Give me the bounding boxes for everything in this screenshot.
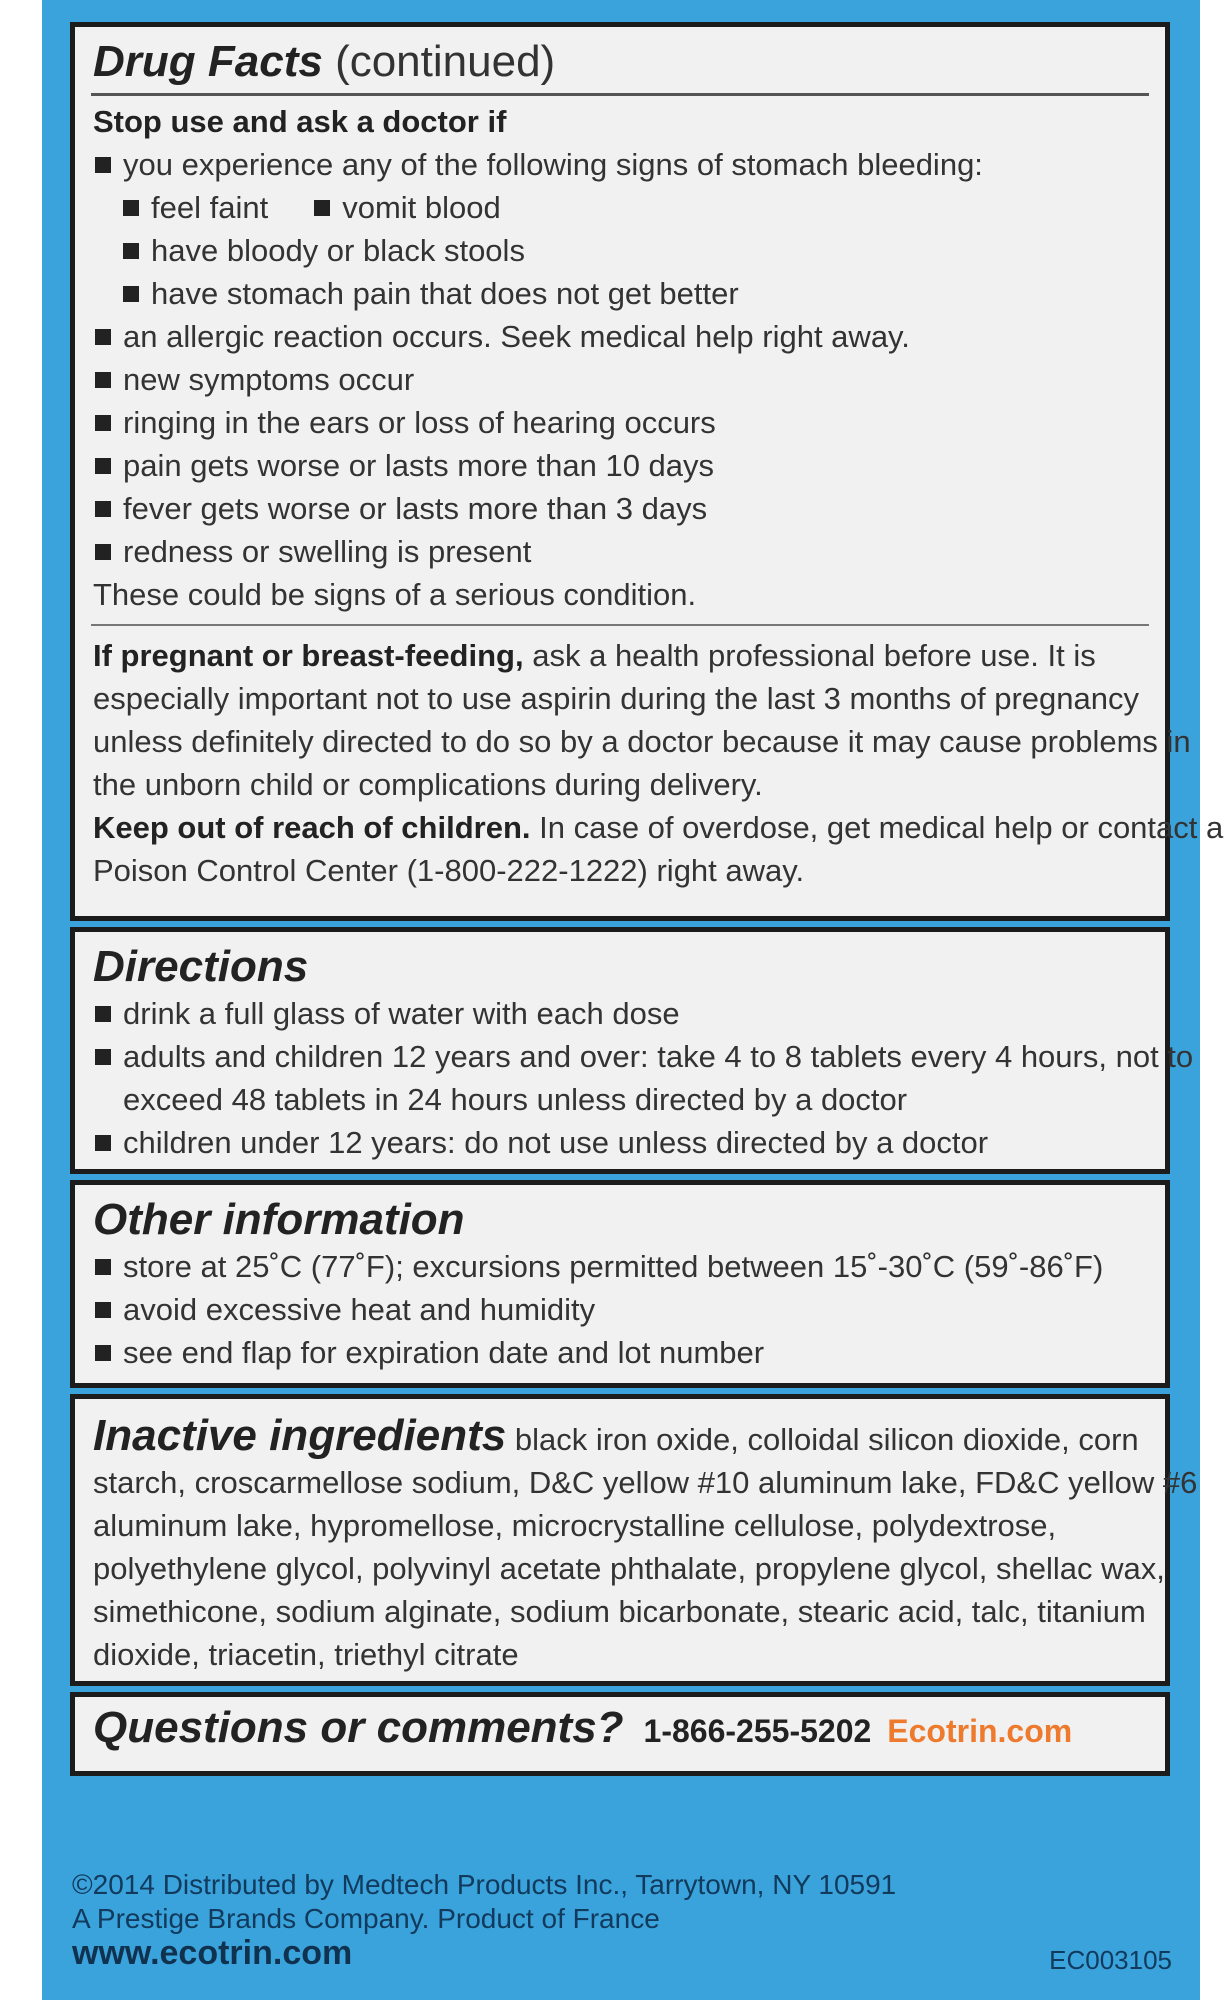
list-item [312, 186, 501, 229]
directions-box [70, 927, 1194, 1174]
bullet-text: pain gets worse or lasts more than 10 days [123, 448, 715, 483]
other-information-box [70, 1180, 1170, 1388]
bullet-text: children under 12 years: do not use unless directed by a doctor [123, 1125, 989, 1160]
bullet-square-icon [123, 200, 139, 216]
list-item [93, 1121, 1147, 1164]
bullet-square-icon [95, 544, 111, 560]
bullet-text: fever gets worse or lasts more than 3 days [123, 491, 708, 526]
stop-use-closing: These could be signs of a serious condition. [93, 577, 697, 612]
bullet-text: you experience any of the following signs of stomach bleeding: [123, 147, 983, 182]
bullet-square-icon [123, 286, 139, 302]
website-link[interactable]: Ecotrin.com [887, 1713, 1073, 1749]
bullet-text: adults and children 12 years and over: take 4 to 8 tablets every 4 hours, not to [123, 1039, 1194, 1074]
bullet-square-icon [95, 1135, 111, 1151]
bullet-square-icon [95, 501, 111, 517]
bullet-text: store at 25˚C (77˚F); excursions permitted between 15˚-30˚C (59˚-86˚F) [123, 1249, 1104, 1284]
list-item [121, 229, 1147, 272]
list-item [121, 186, 268, 229]
product-code: EC003105 [1049, 1945, 1172, 1975]
other-information-list [93, 1245, 1147, 1374]
bullet-square-icon [95, 1302, 111, 1318]
heading-divider [91, 93, 1149, 96]
inactive-line: simethicone, sodium alginate, sodium bicarbonate, stearic acid, talc, titanium [93, 1594, 1146, 1629]
bullet-square-icon [95, 157, 111, 173]
pregnancy-section [93, 634, 1224, 892]
footer-company: A Prestige Brands Company. Product of France [72, 1903, 660, 1934]
bullet-square-icon [123, 243, 139, 259]
list-item [93, 315, 1147, 358]
bullet-text: drink a full glass of water with each dose [123, 996, 680, 1031]
pregnancy-text: ask a health professional before use. It is [532, 638, 1096, 673]
drug-facts-continued: (continued) [335, 37, 556, 86]
inactive-line: aluminum lake, hypromellose, microcrystalline cellulose, polydextrose, [93, 1508, 1057, 1543]
inactive-line: dioxide, triacetin, triethyl citrate [93, 1637, 519, 1672]
list-item [93, 530, 1147, 573]
bullet-square-icon [95, 1259, 111, 1275]
list-item [93, 1245, 1147, 1288]
pregnancy-line: especially important not to use aspirin during the last 3 months of pregnancy [93, 681, 1139, 716]
section-divider [91, 624, 1149, 626]
footer-distributor: ©2014 Distributed by Medtech Products Inc., Tarrytown, NY 10591 [72, 1869, 897, 1900]
list-item [93, 444, 1147, 487]
questions-heading: Questions or comments? [93, 1703, 624, 1752]
bullet-text: have stomach pain that does not get better [151, 276, 739, 311]
drug-facts-box [70, 22, 1224, 921]
bullet-square-icon [95, 415, 111, 431]
list-item [93, 1331, 1147, 1374]
bullet-square-icon [95, 458, 111, 474]
inactive-ingredients-box [70, 1394, 1198, 1686]
bullet-square-icon [314, 200, 330, 216]
bullet-square-icon [95, 1006, 111, 1022]
list-item [93, 992, 1147, 1035]
inactive-text: black iron oxide, colloidal silicon dioxide, corn [514, 1422, 1139, 1457]
pregnancy-line: the unborn child or complications during delivery. [93, 767, 763, 802]
stop-use-section [93, 100, 1147, 616]
inactive-line: polyethylene glycol, polyvinyl acetate phthalate, propylene glycol, shellac wax, [93, 1551, 1165, 1586]
sub-bullet-row [93, 186, 1147, 229]
inactive-ingredients-text [93, 1411, 1198, 1676]
drug-facts-heading [93, 37, 1147, 87]
bullet-text: avoid excessive heat and humidity [123, 1292, 596, 1327]
stop-use-title: Stop use and ask a doctor if [93, 104, 507, 139]
bullet-text: see end flap for expiration date and lot number [123, 1335, 765, 1370]
keep-out-label: Keep out of reach of children. [93, 810, 531, 845]
pregnancy-line: unless definitely directed to do so by a doctor because it may cause problems in [93, 724, 1191, 759]
questions-row [93, 1703, 1147, 1753]
list-item [93, 358, 1147, 401]
list-item [93, 1035, 1194, 1078]
list-item [93, 401, 1147, 444]
list-item [121, 272, 1147, 315]
keep-out-line: Poison Control Center (1-800-222-1222) right away. [93, 853, 805, 888]
keep-out-line-1 [93, 806, 1224, 849]
bullet-text: ringing in the ears or loss of hearing occurs [123, 405, 716, 440]
bullet-continuation: exceed 48 tablets in 24 hours unless directed by a doctor [123, 1082, 908, 1117]
bullet-square-icon [95, 329, 111, 345]
directions-heading: Directions [93, 942, 309, 991]
footer [72, 1868, 1182, 1970]
phone-number: 1-866-255-5202 [643, 1713, 872, 1749]
drug-facts-title: Drug Facts [93, 37, 323, 86]
list-item [93, 487, 1147, 530]
list-item [93, 1288, 1147, 1331]
footer-url[interactable]: www.ecotrin.com [72, 1934, 353, 1972]
keep-out-text: In case of overdose, get medical help or contact a [539, 810, 1224, 845]
inactive-line: starch, croscarmellose sodium, D&C yellow #10 aluminum lake, FD&C yellow #6 [93, 1465, 1198, 1500]
bullet-text: vomit blood [342, 190, 501, 225]
bullet-text: new symptoms occur [123, 362, 415, 397]
list-item [93, 143, 1147, 186]
bullet-square-icon [95, 1345, 111, 1361]
inactive-ingredients-heading: Inactive ingredients [93, 1411, 507, 1460]
pregnancy-line-1 [93, 634, 1147, 677]
directions-list [93, 992, 1194, 1164]
inactive-first-line [93, 1411, 1147, 1461]
questions-box [70, 1692, 1170, 1776]
bullet-square-icon [95, 1049, 111, 1065]
bullet-text: have bloody or black stools [151, 233, 525, 268]
other-information-heading: Other information [93, 1195, 465, 1244]
bullet-text: an allergic reaction occurs. Seek medical help right away. [123, 319, 910, 354]
bullet-text: feel faint [151, 190, 269, 225]
pregnancy-label: If pregnant or breast-feeding, [93, 638, 524, 673]
bullet-text: redness or swelling is present [123, 534, 532, 569]
bullet-square-icon [95, 372, 111, 388]
